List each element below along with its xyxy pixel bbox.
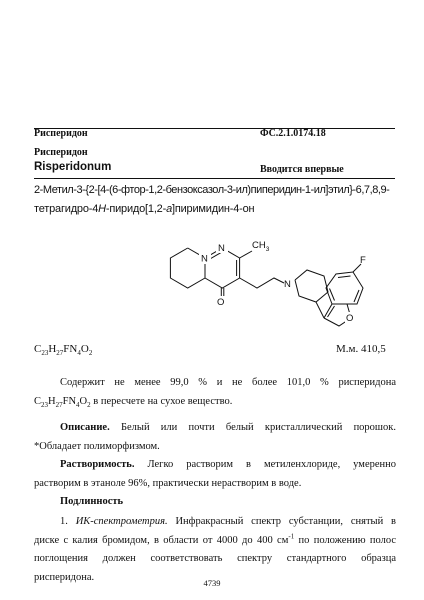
description-section [34, 419, 396, 456]
atom-o-ring: O [346, 313, 354, 324]
header-name-lat: Risperidonum [34, 161, 112, 173]
identity-heading: Подлинность [60, 496, 124, 507]
header-bottom-rule [34, 178, 395, 179]
iupac-line-2-b: H [98, 203, 106, 215]
iupac-line-2-e: ]пиримидин-4-он [172, 203, 255, 215]
content-section [34, 374, 396, 411]
solubility-section [34, 456, 396, 493]
molecular-mass: М.м. 410,5 [336, 343, 386, 355]
header-note: Вводится впервые [260, 164, 344, 175]
molecular-formula: $C_{23}H_{27}FN_4O_2$ [34, 343, 93, 358]
content-line-2: $C_{23}H_{27}FN_4O_2$ в пересчете на сухое вещество. [34, 395, 233, 409]
atom-o-carbonyl: O [217, 297, 225, 308]
identity-line-4: рисперидона. [34, 571, 95, 583]
description-line-2: *Обладает полиморфизмом. [34, 440, 160, 452]
content-formula: $C_{23}H_{27}FN_4O_2$ [34, 395, 91, 409]
atom-methyl-ch: CH [252, 240, 266, 251]
page-number: 4739 [203, 578, 221, 588]
header-name-ru: Рисперидон [34, 128, 88, 139]
atom-f: F [360, 255, 366, 266]
header-top-rule [34, 128, 395, 129]
identity-line-3: поглощения должен соответствовать спектру стандартного образца [34, 553, 396, 564]
iupac-line-2-d: a [166, 203, 172, 215]
iupac-name [34, 181, 396, 219]
atom-n1: N [201, 253, 208, 265]
identity-section [34, 513, 396, 587]
identity-line-2: диске с калия бромидом, в области от 4000 до 400 $см^{-1}$ по положению полос [34, 532, 396, 546]
atom-n2: N [218, 243, 225, 254]
description-line-1: Описание. Белый или почти белый кристаллический порошок. [60, 422, 396, 433]
iupac-line-2-c: -пиридо[1,2- [105, 203, 167, 215]
solubility-line-1: Растворимость. Легко растворим в метиленхлориде, умеренно [60, 459, 396, 470]
iupac-line-1: 2-Метил-3-{2-[4-(6-фтор-1,2-бензоксазол-3-ил)пиперидин-1-ил]этил}-6,7,8,9- [34, 184, 390, 196]
content-line-1: Содержит не менее 99,0 % и не более 101,0 % рисперидона [60, 377, 396, 388]
iupac-line-2-a: тетрагидро-4 [34, 203, 99, 215]
atom-methyl [252, 240, 270, 253]
iupac-line-2 [34, 200, 396, 219]
atom-n3: N [284, 279, 291, 290]
identity-line-1: 1. ИК-спектрометрия. Инфракрасный спектр субстанции, снятый в [60, 516, 396, 527]
structural-formula [160, 226, 390, 336]
atom-methyl-sub: 3 [265, 246, 270, 253]
header-name-ru-2: Рисперидон [34, 147, 88, 158]
solubility-line-2: растворим в этаноле 96%, практически нерастворим в воде. [34, 477, 302, 489]
header-code: ФС.2.1.0174.18 [260, 128, 326, 139]
